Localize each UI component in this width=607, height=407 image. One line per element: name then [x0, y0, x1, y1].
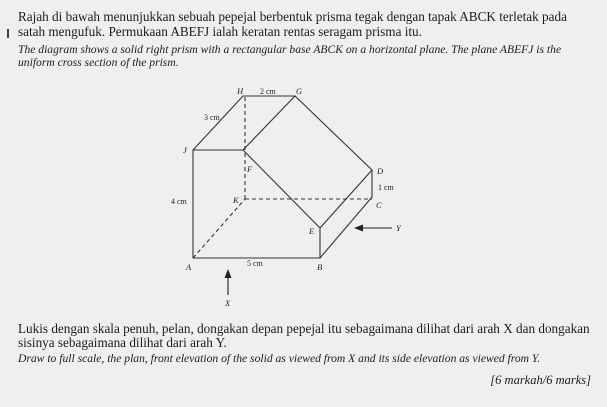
label-j: J [183, 145, 187, 155]
label-c: C [376, 200, 382, 210]
label-h: H [237, 86, 244, 96]
label-a: A [186, 262, 192, 272]
dim-ab: 5 cm [247, 259, 263, 268]
label-f: F [247, 164, 253, 174]
label-k: K [233, 195, 239, 205]
dim-dc: 1 cm [378, 183, 394, 192]
dim-hg: 2 cm [260, 87, 276, 96]
edge-jh [193, 96, 243, 150]
instruction-english: Draw to full scale, the plan, front elevation of the solid as viewed from X and its side elevation as viewed from Y. [18, 352, 541, 365]
dim-aj: 4 cm [171, 197, 187, 206]
edge-dg [295, 96, 372, 170]
label-g: G [296, 86, 303, 96]
edge-ef [243, 150, 320, 228]
label-view-y: Y [396, 223, 401, 233]
edge-fg [243, 96, 295, 150]
arrow-x [225, 269, 232, 295]
dim-hj: 3 cm [204, 113, 220, 122]
arrow-y [354, 225, 392, 232]
edge-ak-hidden [193, 199, 245, 258]
label-e: E [309, 226, 315, 236]
label-view-x: X [225, 298, 231, 308]
question-text-english: The diagram shows a solid right prism with a rectangular base ABCK on a horizontal plane. The plane ABEFJ is the uniform cross section of the prism. [18, 43, 562, 69]
marks-label: [6 markah/6 marks] [490, 373, 591, 387]
instruction-malay: Lukis dengan skala penuh, pelan, dongakan depan pepejal itu sebagaimana dilihat dari arah X dan dongakan sisinya sebagaimana dilihat dari arah Y. [18, 321, 590, 350]
question-text-malay: Rajah di bawah menunjukkan sebuah pepejal berbentuk prisma tegak dengan tapak ABCK terletak pada satah mengufuk. Permukaan ABEFJ ialah keratan rentas seragam prisma itu. [18, 9, 567, 39]
label-d: D [377, 166, 384, 176]
label-b: B [317, 262, 323, 272]
